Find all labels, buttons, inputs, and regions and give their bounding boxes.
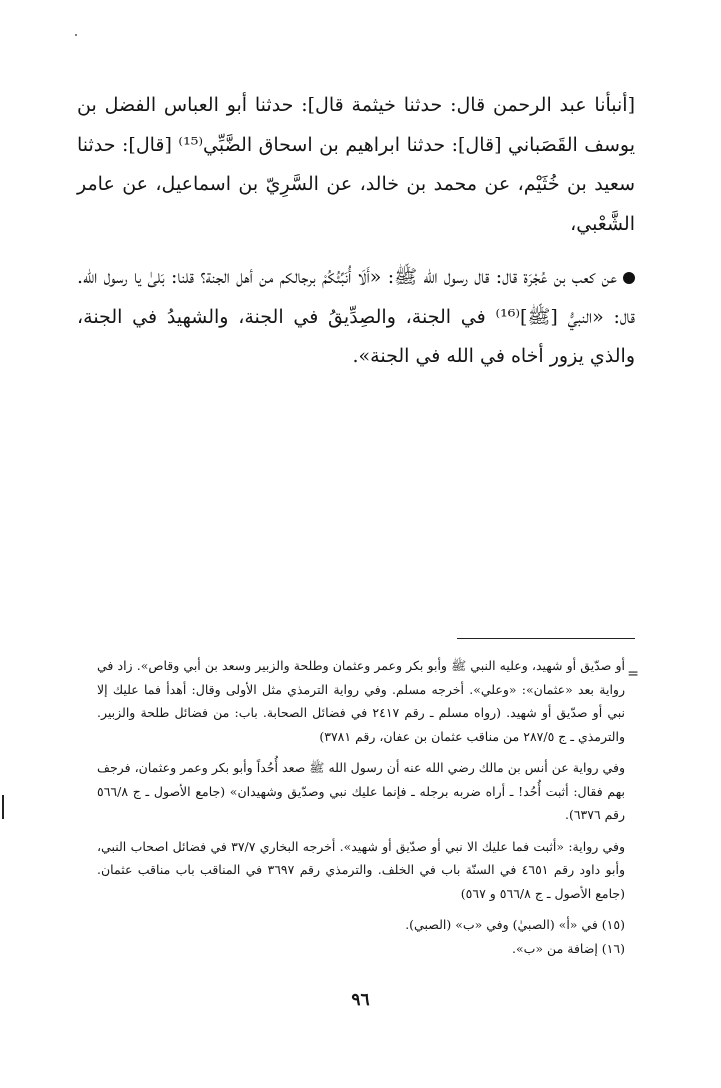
footnote-another-narration: وفي رواية: «أثبت فما عليك الا نبي أو صدّيق أو شهيد». أخرجه البخاري ٣٧/٧ في فضائل اصحاب النبي، وأبو داود رقم ٤٦٥١ في السنّة باب في الخلف. والترمذي رقم ٣٦٩٧ في المناقب باب مناقب عثمان. (جامع الأصول ـ ج ٥٦٦/٨ و ٥٦٧): [97, 838, 625, 901]
footnote-continued-text: أو صدّيق أو شهيد، وعليه النبي ﷺ وأبو بكر وعمر وعثمان وطلحة والزبير وسعد بن أبي وقاص». زاد في رواية بعد «عثمان»: «وعلي». أخرجه مسلم. وفي رواية الترمذي مثل الأولى وقال: أهدأ فما عليك إلا نبي أو صدّيق أو شهيد. (رواه مسلم ـ رقم ٢٤١٧ في فضائل الصحابة. باب: من فضائل طلحة والزبير. والترمذي ـ ج ٢٨٧/٥ من مناقب عثمان بن عفان، رقم ٣٧٨١): [97, 658, 625, 744]
footnote-separator: [457, 638, 635, 639]
isnad-paragraph: [أنبأنا عبد الرحمن قال: حدثنا خيثمة قال]: حدثنا أبو العباس الفضل بن يوسف القَصَباني [قال]: حدثنا ابراهيم بن اسحاق الضَّبِّي⁽¹⁵⁾ [قال]: حدثنا سعيد بن خُثَيْم، عن محمد بن خالد، عن السَّرِيّ بن اسماعيل، عن عامر الشَّعْبي،: [77, 94, 635, 235]
hadith-text: عن كعب بن عُجْرَة قال: قال رسول الله ﷺ: «أَلَا أُنَبِّئُكُمْ برجالكم من أهل الجنة؟ قلنا: بَلىٰ يا رسول الله. قال: «النبيُّ [ﷺ]⁽¹⁶⁾ في الجنة، والصِدِّيقُ في الجنة، والشهيدُ في الجنة، والذي يزور أخاه في الله في الجنة».: [77, 266, 635, 367]
footnote-anas-narration: وفي رواية عن أنس بن مالك رضي الله عنه أن رسول الله ﷺ صعد أُحُداً وأبو بكر وعمر وعثمان، فرجف بهم فقال: أثبت أُحُد! ـ أراه ضربه برجله ـ فإنما عليك نبي وصدّيق وشهيدان» (جامع الأصول ـ ج ٥٦٦/٨ رقم ٦٣٧٦).: [97, 760, 625, 822]
main-text: [77, 86, 635, 377]
footnote-16: (١٦) إضافة من «ب».: [512, 940, 625, 956]
scan-speck: [75, 34, 77, 36]
hadith-paragraph: [77, 258, 635, 377]
footnote-continuation-mark: =: [627, 666, 639, 682]
footnotes: [97, 654, 625, 960]
footnote-15: (١٥) في «أ» (الصبيٰ) وفي «ب» (الصبي).: [405, 917, 625, 932]
page-number: ٩٦: [351, 990, 370, 1010]
scan-edge-mark: [2, 795, 4, 819]
bullet-icon: [623, 272, 635, 284]
